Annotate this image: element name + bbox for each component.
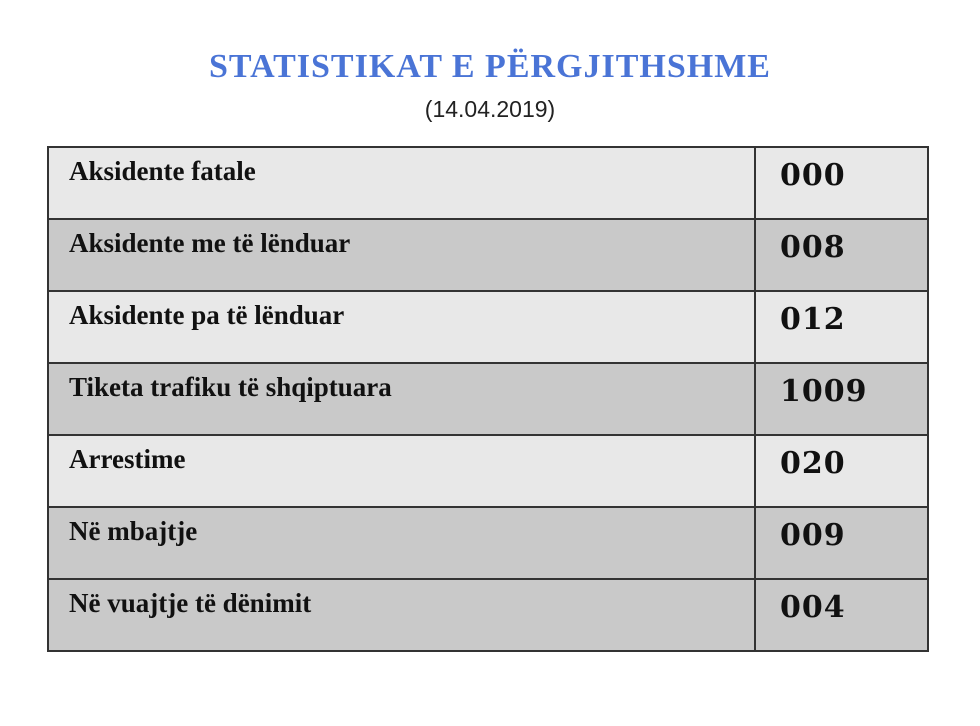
row-label: Në mbajtje [69,516,198,546]
table-row [48,579,928,651]
row-value-cell [755,435,928,507]
row-value: 008 [780,230,846,265]
row-label-cell [48,291,755,363]
row-label-cell [48,219,755,291]
row-label-cell [48,507,755,579]
row-value-cell [755,507,928,579]
row-value-cell [755,147,928,219]
row-label-cell [48,147,755,219]
row-value: 1009 [780,374,868,409]
table-row [48,147,928,219]
table-row [48,363,928,435]
row-value-cell [755,579,928,651]
report-date: (14.04.2019) [424,96,556,122]
row-value: 004 [780,590,846,625]
row-value: 009 [780,518,846,553]
row-label: Tiketa trafiku të shqiptuara [69,372,392,402]
row-label: Arrestime [69,444,186,474]
table-row [48,435,928,507]
table-row [48,219,928,291]
row-value: 000 [780,158,846,193]
row-value: 012 [780,302,846,337]
row-value-cell [755,219,928,291]
row-value: 020 [780,446,846,481]
row-value-cell [755,363,928,435]
row-label: Aksidente fatale [69,156,256,186]
table-row [48,291,928,363]
row-label-cell [48,435,755,507]
row-value-cell [755,291,928,363]
page-title: STATISTIKAT E PËRGJITHSHME [209,48,771,85]
row-label-cell [48,579,755,651]
table-row [48,507,928,579]
row-label: Aksidente pa të lënduar [69,300,345,330]
row-label: Në vuajtje të dënimit [69,588,312,618]
row-label: Aksidente me të lënduar [69,228,351,258]
statistics-table [47,146,929,652]
row-label-cell [48,363,755,435]
